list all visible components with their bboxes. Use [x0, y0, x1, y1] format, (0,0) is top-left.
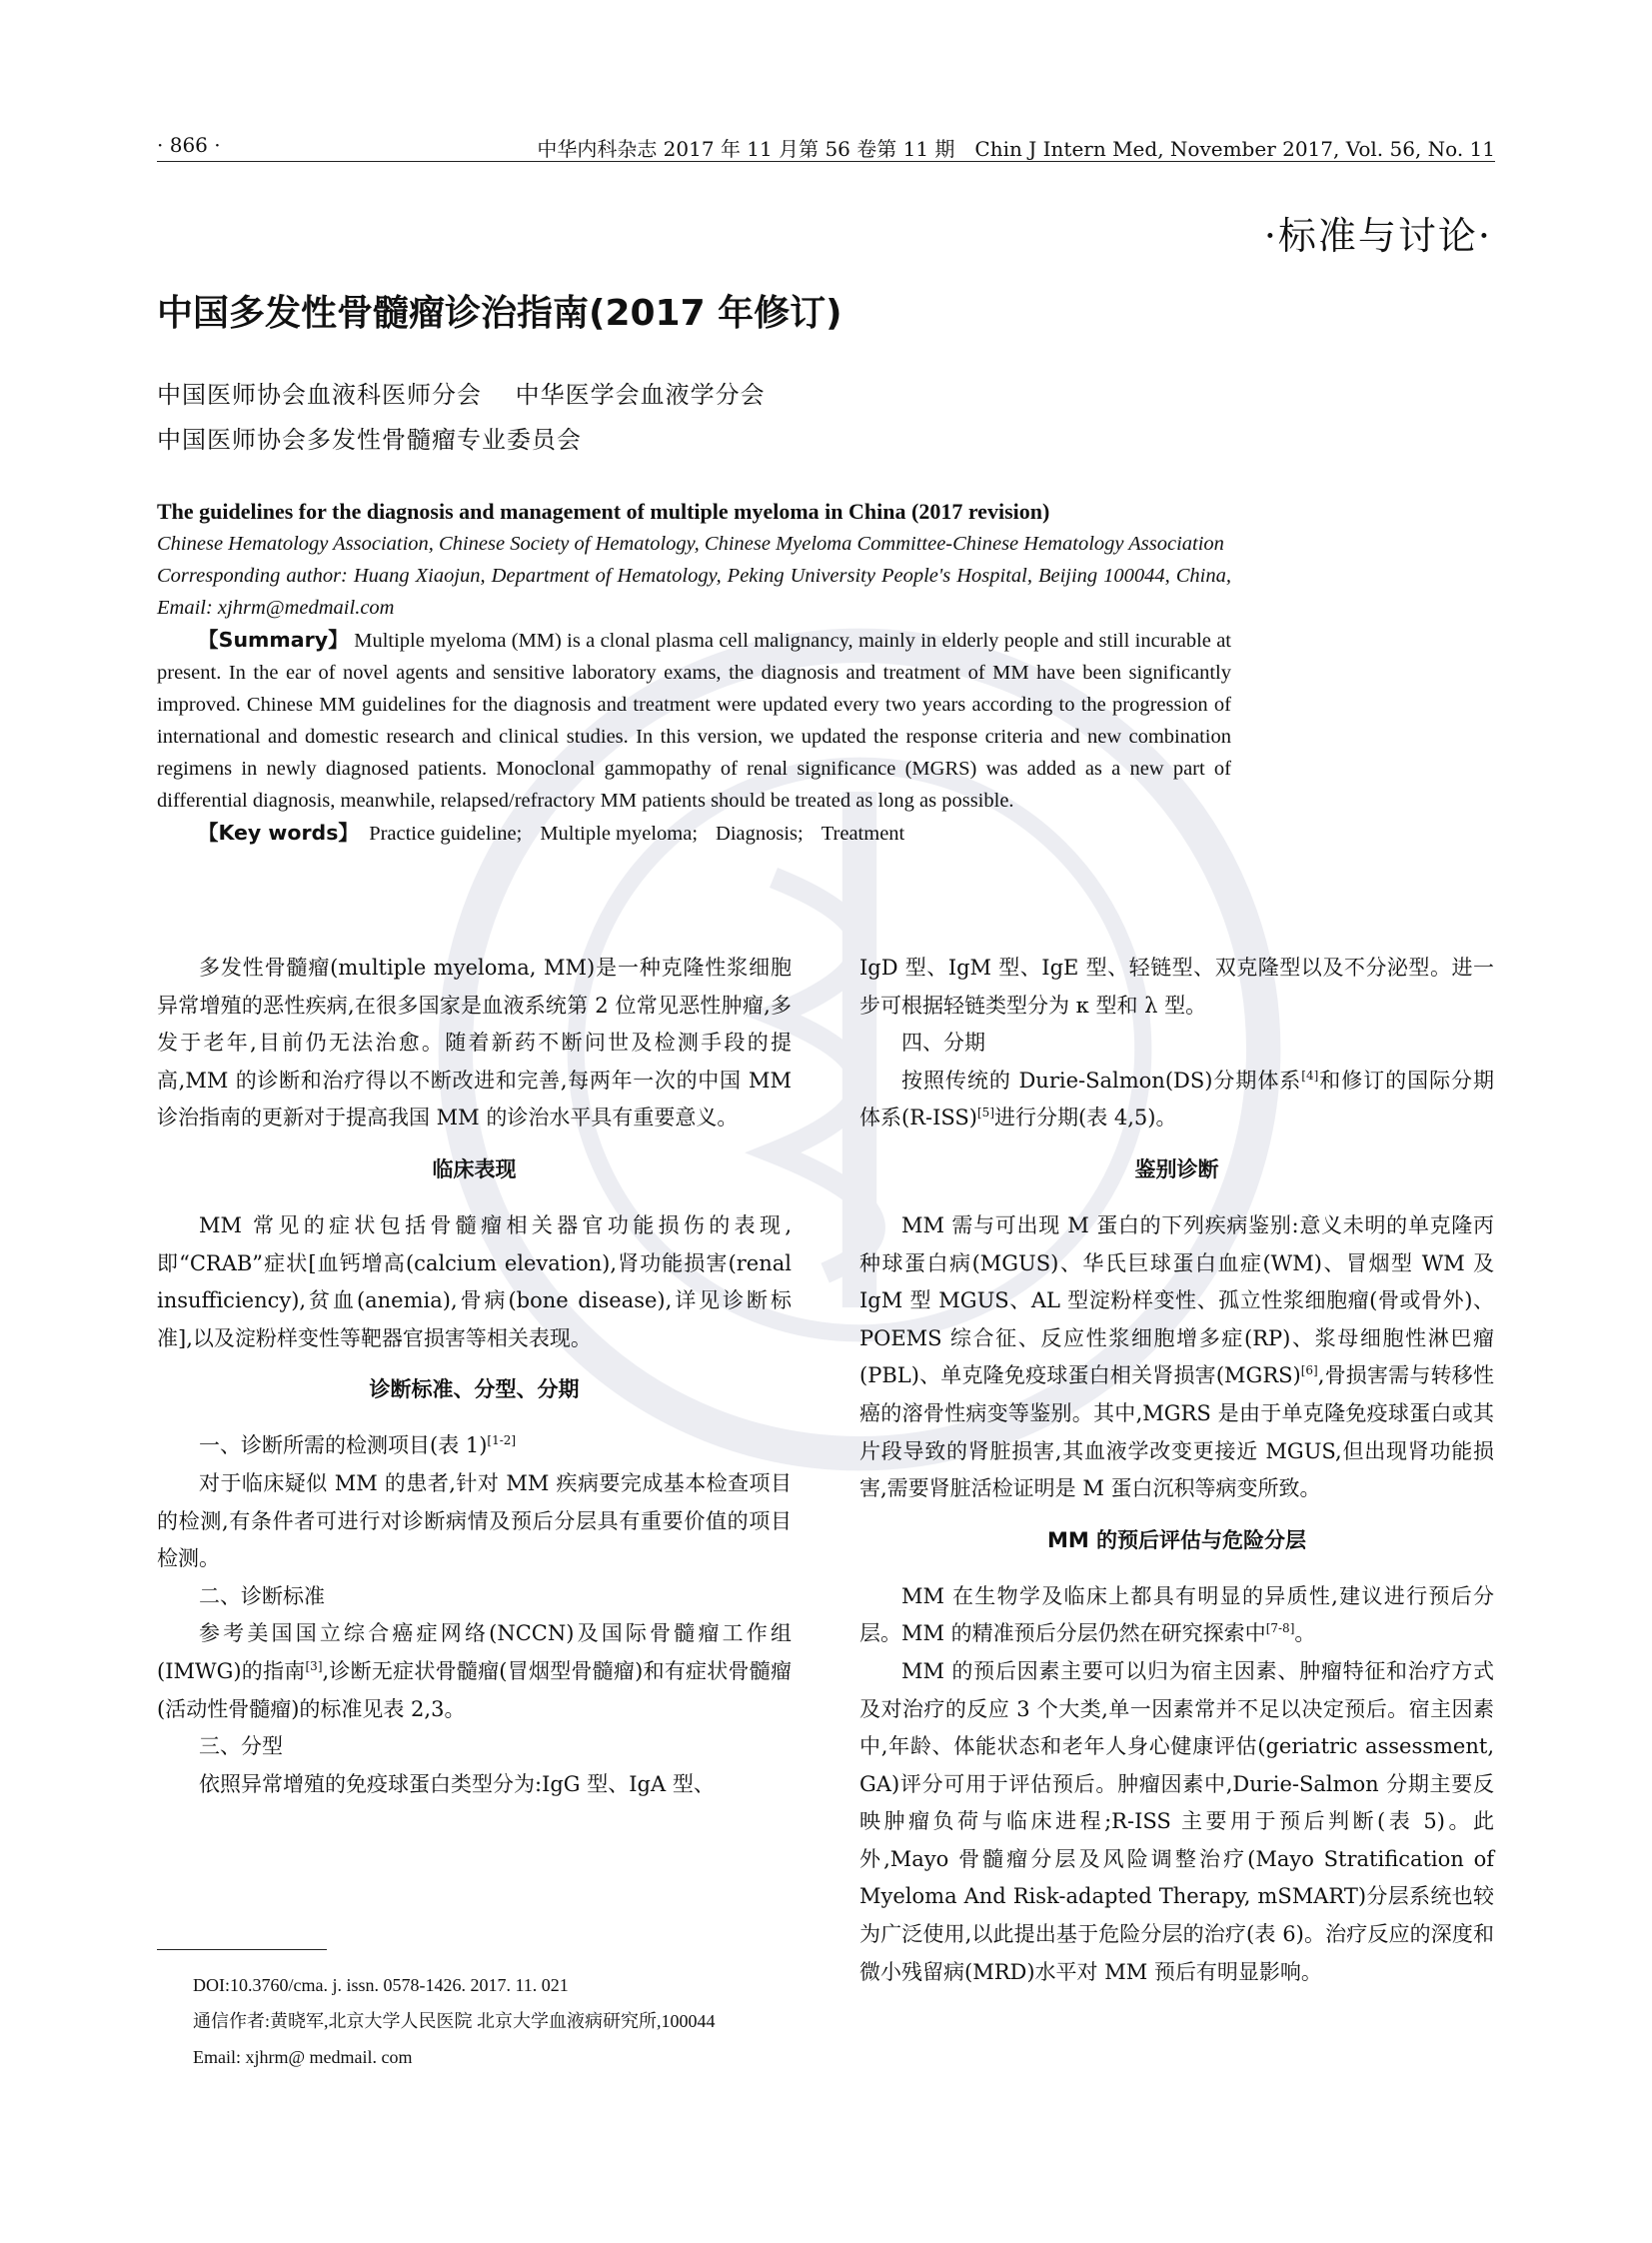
- authors-line-2: 中国医师协会多发性骨髓瘤专业委员会: [157, 426, 582, 454]
- header-rule: [157, 161, 1495, 162]
- page-number: · 866 ·: [157, 133, 221, 157]
- differential-text-a: MM 需与可出现 M 蛋白的下列疾病鉴别:意义未明的单克隆丙种球蛋白病(MGUS)、华氏巨球蛋白血症(WM)、冒烟型 WM 及 IgM 型 MGUS、AL 型淀粉样变性、孤立性浆细胞瘤(骨或骨外)、POEMS 综合征、反应性浆细胞增多症(RP)、浆母细胞性淋巴瘤(PBL)、单克隆免疫球蛋白相关肾损害(MGRS): [859, 1212, 1494, 1388]
- keywords-label: 【Key words】: [198, 821, 359, 845]
- heading-differential: 鉴别诊断: [1134, 1156, 1219, 1181]
- subheading-criteria: 二、诊断标准: [199, 1583, 325, 1608]
- typing-continued: IgD 型、IgM 型、IgE 型、轻链型、双克隆型以及不分泌型。进一步可根据轻链类型分为 κ 型和 λ 型。: [859, 956, 1494, 1018]
- prognosis-paragraph-2: MM 的预后因素主要可以归为宿主因素、肿瘤特征和治疗方式及对治疗的反应 3 个大类,单一因素常并不足以决定预后。宿主因素中,年龄、体能状态和老年人身心健康评估(geriatric assessment, GA)评分可用于评估预后。肿瘤因素中,Durie-Salmon 分期主要反映肿瘤负荷与临床进程;R-ISS 主要用于预后判断(表 5)。此外,Mayo 骨髓瘤分层及风险调整治疗(Mayo Stratification of Myeloma And Risk-adapted Therapy, mSMART)分层系统也较为广泛使用,以此提出基于危险分层的治疗(表 6)。治疗反应的深度和微小残留病(MRD)水平对 MM 预后有明显影响。: [859, 1658, 1494, 1984]
- intro-paragraph: 多发性骨髓瘤(multiple myeloma, MM)是一种克隆性浆细胞异常增殖的恶性疾病,在很多国家是血液系统第 2 位常见恶性肿瘤,多发于老年,目前仍无法治愈。随着新药不断问世及检测手段的提高,MM 的诊断和治疗得以不断改进和完善,每两年一次的中国 MM 诊治指南的更新对于提高我国 MM 的诊治水平具有重要意义。: [157, 956, 792, 1130]
- subheading-staging: 四、分期: [901, 1031, 985, 1056]
- footnote-email: Email: xjhrm@ medmail. com: [193, 2047, 413, 2067]
- english-abstract: [157, 496, 1231, 850]
- heading-prognosis: MM 的预后评估与危险分层: [1046, 1527, 1307, 1552]
- footnote-doi: DOI:10.3760/cma. j. issn. 0578-1426. 2017. 11. 021: [193, 1975, 569, 1995]
- ref-marker: [3]: [305, 1658, 323, 1673]
- ref-marker: [4]: [1301, 1068, 1319, 1083]
- keyword: Treatment: [821, 823, 905, 845]
- footnotes: [157, 1967, 792, 2075]
- summary-paragraph: [157, 624, 1231, 817]
- tests-paragraph: 对于临床疑似 MM 的患者,针对 MM 疾病要完成基本检查项目的检测,有条件者可进行对诊断病情及预后分层具有重要价值的项目检测。: [157, 1470, 792, 1571]
- summary-label: 【Summary】: [198, 628, 349, 652]
- keyword: Practice guideline;: [369, 823, 523, 845]
- keyword: Diagnosis;: [716, 823, 804, 845]
- prognosis-paragraph-1: [859, 1578, 1494, 1653]
- english-title: The guidelines for the diagnosis and management of multiple myeloma in China (2017 revision): [157, 499, 1050, 524]
- criteria-text-b: ,诊断无症状骨髓瘤(冒烟型骨髓瘤)和有症状骨髓瘤(活动性骨髓瘤)的标准见表 2,3。: [157, 1658, 793, 1721]
- ref-marker: [6]: [1300, 1363, 1318, 1378]
- staging-text-a: 按照传统的 Durie-Salmon(DS)分期体系: [901, 1068, 1302, 1093]
- clinical-paragraph: MM 常见的症状包括骨髓瘤相关器官功能损伤的表现,即“CRAB”症状[血钙增高(calcium elevation),肾功能损害(renal insufficiency),贫血(anemia),骨病(bone disease),详见诊断标准],以及淀粉样变性等靶器官损害等相关表现。: [157, 1212, 792, 1350]
- subheading-typing: 三、分型: [199, 1734, 283, 1759]
- prognosis-text-b: 。: [1294, 1621, 1316, 1646]
- footnote-corresponding: 通信作者:黄晓军,北京大学人民医院 北京大学血液病研究所,100044: [193, 2011, 716, 2031]
- subheading-tests-text: 一、诊断所需的检测项目(表 1): [199, 1433, 488, 1458]
- journal-citation: 中华内科杂志 2017 年 11 月第 56 卷第 11 期 Chin J Intern Med, November 2017, Vol. 56, No. 11: [537, 137, 1495, 161]
- authors-line-1: 中国医师协会血液科医师分会 中华医学会血液学分会: [157, 381, 766, 409]
- differential-text-b: ,骨损害需与转移性癌的溶骨性病变等鉴别。其中,MGRS 是由于单克隆免疫球蛋白或其片段导致的肾脏损害,其血液学改变更接近 MGUS,但出现肾功能损害,需要肾脏活检证明是 M 蛋白沉积等病变所致。: [859, 1363, 1494, 1501]
- staging-text-c: 进行分期(表 4,5)。: [994, 1106, 1177, 1130]
- column-tag: ·标准与讨论·: [1263, 214, 1492, 258]
- ref-marker: [1-2]: [487, 1433, 517, 1448]
- heading-clinical: 临床表现: [432, 1156, 517, 1181]
- footnote-rule: [157, 1949, 327, 1950]
- differential-paragraph: [859, 1207, 1494, 1508]
- ref-marker: [7-8]: [1265, 1621, 1295, 1636]
- subheading-tests: [157, 1427, 792, 1465]
- running-head: [157, 133, 1495, 163]
- criteria-text-a: 参考美国国立综合癌症网络(NCCN)及国际骨髓瘤工作组(IMWG)的指南: [157, 1621, 792, 1683]
- ref-marker: [5]: [977, 1106, 994, 1121]
- left-column: [157, 950, 792, 1803]
- staging-paragraph: [859, 1063, 1494, 1137]
- heading-diagnosis: 诊断标准、分型、分期: [369, 1377, 580, 1402]
- corresponding-author: Corresponding author: Huang Xiaojun, Department of Hematology, Peking University People's Hospital, Beijing 100044, China, Email: xjhrm@medmail.com: [157, 565, 1231, 619]
- summary-text: Multiple myeloma (MM) is a clonal plasma cell malignancy, mainly in elderly people and still incurable at present. In the ear of novel agents and sensitive laboratory exams, the diagnosis and treatment of MM have been significantly improved. Chinese MM guidelines for the diagnosis and treatment were updated every two years according to the progression of international and domestic research and clinical studies. In this version, we updated the response criteria and new combination regimens in newly diagnosed patients. Monoclonal gammopathy of renal significance (MGRS) was added as a new part of differential diagnosis, meanwhile, relapsed/refractory MM patients should be treated as long as possible.: [157, 630, 1231, 812]
- typing-paragraph: 依照异常增殖的免疫球蛋白类型分为:IgG 型、IgA 型、: [199, 1771, 715, 1796]
- article-title: 中国多发性骨髓瘤诊治指南(2017 年修订): [157, 293, 842, 334]
- right-column: [859, 950, 1494, 1991]
- staging-text-b: 和修订的国际分期体系(R-ISS): [859, 1068, 1494, 1130]
- criteria-paragraph: [157, 1615, 792, 1728]
- english-affiliation: Chinese Hematology Association, Chinese Society of Hematology, Chinese Myeloma Committee-Chinese Hematology Association: [157, 533, 1224, 555]
- prognosis-text-a: MM 在生物学及临床上都具有明显的异质性,建议进行预后分层。MM 的精准预后分层仍然在研究探索中: [859, 1583, 1494, 1646]
- keywords-line: [157, 817, 1231, 850]
- keyword: Multiple myeloma;: [540, 823, 699, 845]
